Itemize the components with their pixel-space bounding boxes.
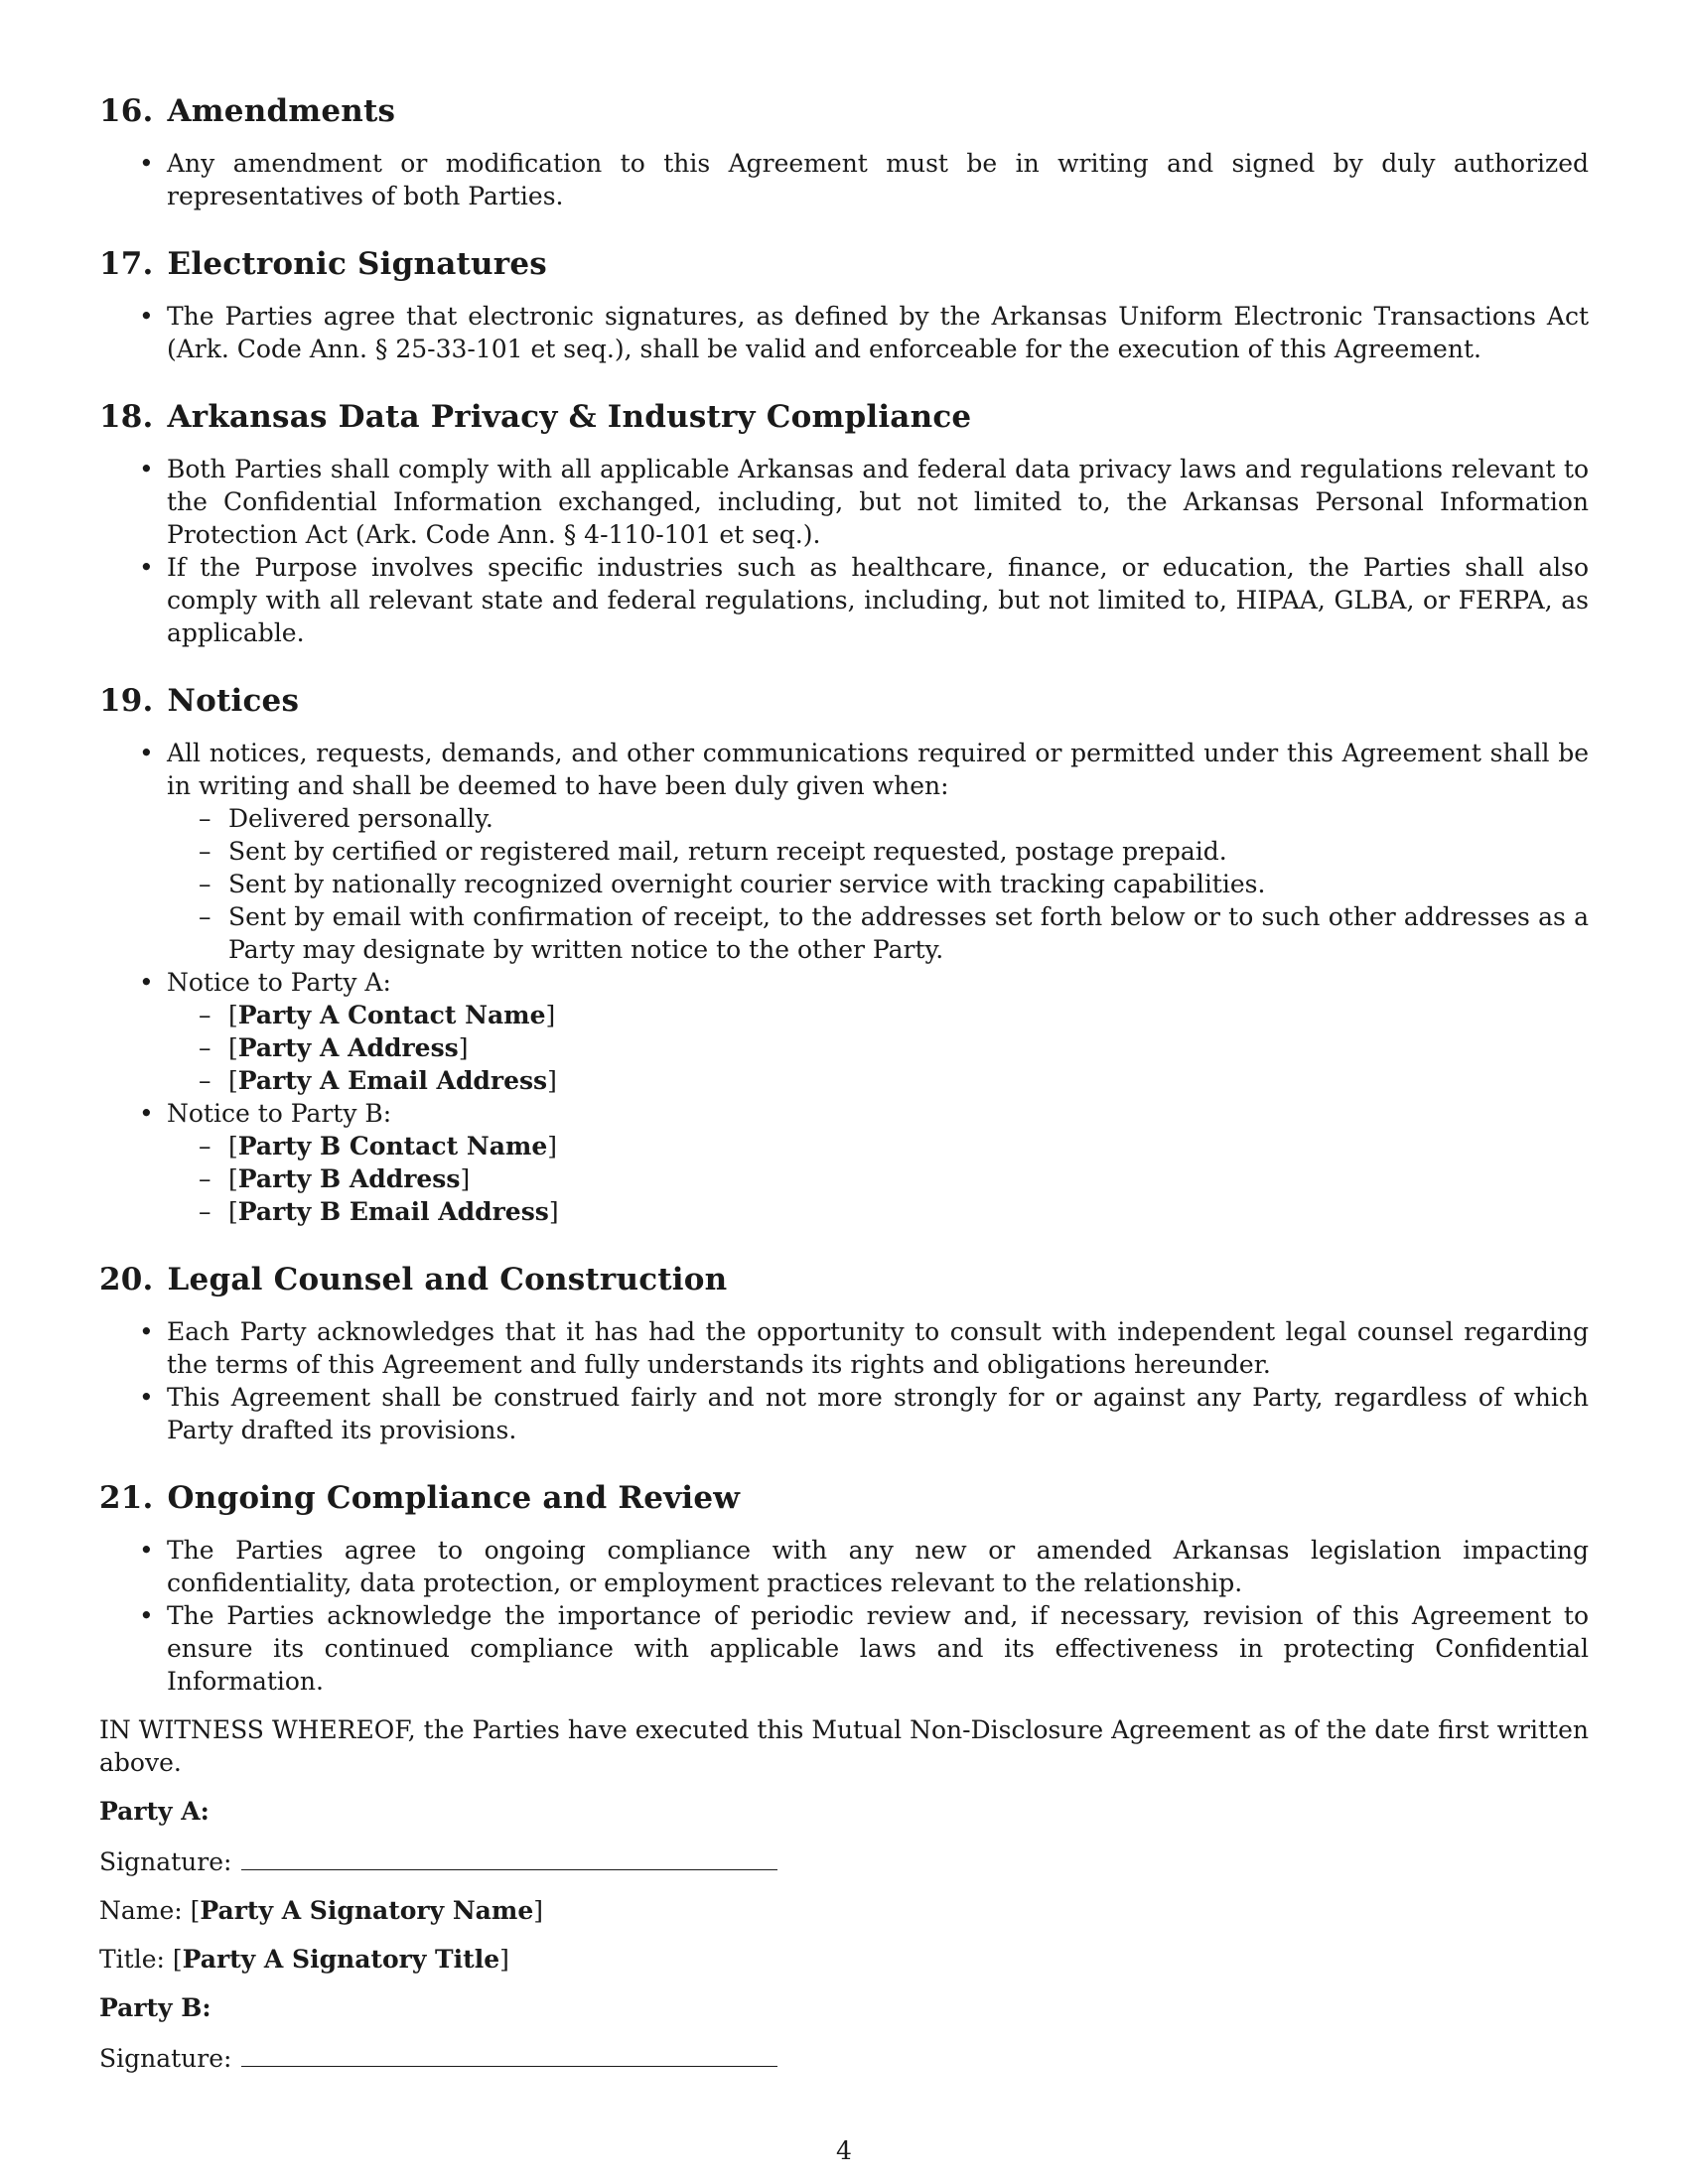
list-item: • If the Purpose involves specific industries such as healthcare, finance, or education, the Parties shall also comply with all relevant state and federal regulations, including, but not limited to, HIPAA, GLBA, or FERPA, as applicable. [99,551,1589,649]
notice-method: – Sent by email with confirmation of receipt, to the addresses set forth below or to such other addresses as a Party may designate by written notice to the other Party. [167,900,1589,966]
list-item [99,966,1589,1097]
party-a-signature-row [99,1843,1589,1878]
document-page [99,91,1589,2091]
list-item: • Both Parties shall comply with all applicable Arkansas and federal data privacy laws and regulations relevant to the Confidential Information exchanged, including, but not limited to, the Arkansas Personal Information Protection Act (Ark. Code Ann. § 4-110-101 et seq.). [99,453,1589,551]
notices-intro: All notices, requests, demands, and other communications required or permitted under this Agreement shall be in writing and shall be deemed to have been duly given when: [167,739,1589,800]
list-item: • The Parties acknowledge the importance of periodic review and, if necessary, revision of this Agreement to ensure its continued compliance with applicable laws and its effectiveness in protecting Confidential Information. [99,1599,1589,1698]
section-ongoing-compliance [99,1478,1589,1698]
notice-method: – Sent by certified or registered mail, return receipt requested, postage prepaid. [167,835,1589,868]
notice-method: – Delivered personally. [167,802,1589,835]
section-electronic-signatures [99,244,1589,365]
party-a-signature-line[interactable] [241,1843,777,1870]
section-data-privacy [99,397,1589,649]
party-b-address: – [Party B Address] [167,1162,1589,1195]
section-amendments [99,91,1589,212]
section-heading: 18. Arkansas Data Privacy & Industry Compliance [99,399,972,435]
list-item: • This Agreement shall be construed fairly and not more strongly for or against any Party, regardless of which Party drafted its provisions. [99,1381,1589,1446]
section-notices [99,681,1589,1228]
party-b-signature-line[interactable] [241,2040,777,2067]
party-a-address: – [Party A Address] [167,1031,1589,1064]
list-item: • The Parties agree that electronic signatures, as defined by the Arkansas Uniform Electronic Transactions Act (Ark. Code Ann. § 25-33-101 et seq.), shall be valid and enforceable for the execution of this Agreement. [99,300,1589,365]
witness-clause: IN WITNESS WHEREOF, the Parties have executed this Mutual Non-Disclosure Agreement as of the date first written above. [99,1715,1589,1777]
section-heading: 19. Notices [99,683,300,719]
party-b-contact-name: – [Party B Contact Name] [167,1130,1589,1162]
party-a-notice-label: Notice to Party A: [167,968,391,997]
party-a-title-row: Title: [Party A Signatory Title] [99,1945,509,1974]
list-item: • Each Party acknowledges that it has had the opportunity to consult with independent legal counsel regarding the terms of this Agreement and fully understands its rights and obligations hereunder. [99,1315,1589,1381]
signature-label: Signature: [99,2044,232,2073]
party-a-signatory-name: Party A Signatory Name [200,1896,534,1925]
section-legal-counsel [99,1260,1589,1446]
party-a-name-row: Name: [Party A Signatory Name] [99,1896,544,1925]
list-item: • Any amendment or modification to this Agreement must be in writing and signed by duly authorized representatives of both Parties. [99,147,1589,212]
section-heading: 17. Electronic Signatures [99,246,547,282]
party-b-notice-label: Notice to Party B: [167,1099,392,1128]
party-a-heading: Party A: [99,1797,210,1826]
list-item [99,737,1589,966]
section-heading: 20. Legal Counsel and Construction [99,1262,728,1297]
party-a-signatory-title: Party A Signatory Title [182,1945,500,1974]
party-b-signature-row [99,2040,1589,2075]
section-heading: 21. Ongoing Compliance and Review [99,1480,741,1516]
party-a-contact-name: – [Party A Contact Name] [167,999,1589,1031]
page-number: 4 [836,2136,852,2165]
signature-label: Signature: [99,1847,232,1876]
list-item [99,1097,1589,1228]
party-b-heading: Party B: [99,1993,211,2022]
title-label: Title: [99,1945,165,1974]
name-label: Name: [99,1896,183,1925]
notice-method: – Sent by nationally recognized overnight courier service with tracking capabilities. [167,868,1589,900]
section-heading: 16. Amendments [99,93,396,129]
party-a-email: – [Party A Email Address] [167,1064,1589,1097]
list-item: • The Parties agree to ongoing compliance with any new or amended Arkansas legislation impacting confidentiality, data protection, or employment practices relevant to the relationship. [99,1534,1589,1599]
party-b-email: – [Party B Email Address] [167,1195,1589,1228]
